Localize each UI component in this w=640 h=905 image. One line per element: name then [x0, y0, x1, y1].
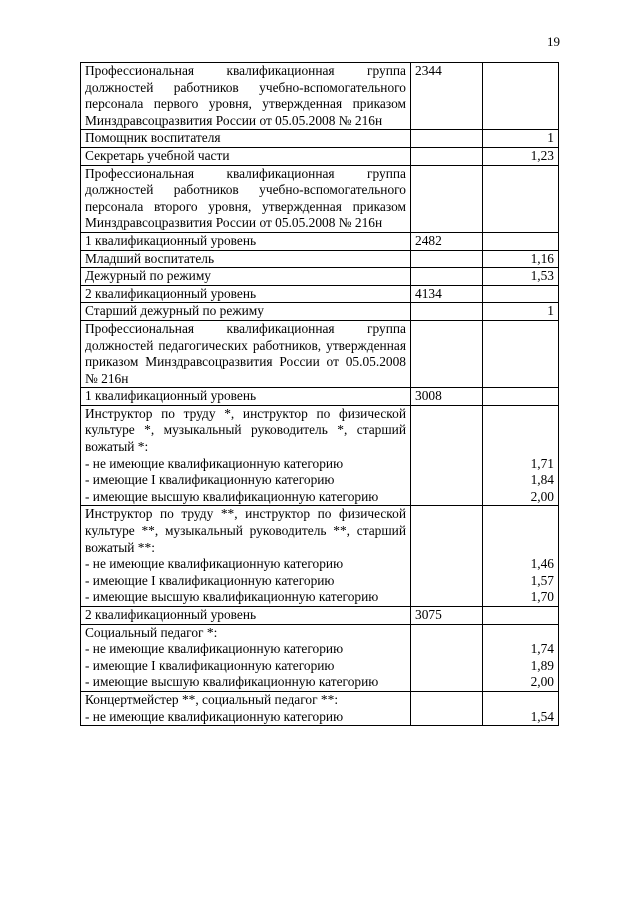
base-salary-cell	[411, 147, 483, 165]
table-row	[81, 268, 559, 286]
coefficient-value: 1	[547, 130, 554, 146]
coefficient-value: 1	[547, 303, 554, 319]
position-description-cell	[81, 63, 411, 130]
position-description-cell	[81, 405, 411, 506]
position-description: Профессиональная квалификационная группа должностей педагогических работников, утвержденная приказом Минздравсоцразвития России от 05.05.2008 № 216н	[85, 320, 406, 386]
position-description: Инструктор по труду *, инструктор по физической культуре *, музыкальный руководитель *, старший вожатый *:	[85, 405, 406, 455]
coefficient-value: 1,74	[530, 641, 554, 657]
table-row	[81, 165, 559, 232]
position-description-cell	[81, 130, 411, 148]
base-salary-cell	[411, 624, 483, 691]
position-description-cell	[81, 250, 411, 268]
position-description-cell	[81, 232, 411, 250]
coefficient-value: 1,57	[530, 572, 554, 588]
coefficient-cell	[483, 268, 559, 286]
position-description: 2 квалификационный уровень	[85, 607, 257, 622]
position-description-cell	[81, 268, 411, 286]
coefficient-cell	[483, 303, 559, 321]
coefficient-value: 1,71	[530, 455, 554, 471]
position-description: Дежурный по режиму	[85, 268, 211, 284]
coefficient-cell	[483, 250, 559, 268]
base-salary-cell	[411, 320, 483, 387]
position-description-cell	[81, 506, 411, 607]
coefficient-cell	[483, 320, 559, 387]
table-row	[81, 320, 559, 387]
position-description: Концертмейстер **, социальный педагог **:	[85, 691, 339, 707]
category-item: - не имеющие квалификационную категорию	[85, 641, 344, 657]
table-row	[81, 285, 559, 303]
table-row	[81, 147, 559, 165]
coefficient-cell	[483, 147, 559, 165]
category-item: - имеющие I квалификационную категорию	[85, 472, 335, 488]
table-row	[81, 303, 559, 321]
position-description: Профессиональная квалификационная группа должностей работников учебно-вспомогательного персонала первого уровня, утвержденная приказом Минздравсоцразвития России от 05.05.2008 № 216н	[85, 63, 406, 128]
base-salary-cell	[411, 268, 483, 286]
coefficient-value: 1,70	[530, 589, 554, 605]
table-row	[81, 232, 559, 250]
position-description-cell	[81, 388, 411, 406]
coefficient-cell	[483, 691, 559, 725]
position-description-cell	[81, 303, 411, 321]
coefficient-value: 1,16	[530, 250, 554, 266]
coefficient-cell	[483, 63, 559, 130]
coefficient-value: 1,23	[530, 147, 554, 163]
coefficient-value: 2,00	[530, 674, 554, 690]
position-description-cell	[81, 607, 411, 625]
table-row	[81, 388, 559, 406]
category-item: - имеющие I квалификационную категорию	[85, 657, 335, 673]
base-salary-cell	[411, 130, 483, 148]
position-description: Старший дежурный по режиму	[85, 303, 264, 319]
base-salary-cell: 3075	[411, 607, 483, 625]
table-row	[81, 506, 559, 607]
base-salary-cell: 2344	[411, 63, 483, 130]
base-salary-cell	[411, 405, 483, 506]
category-item: - имеющие высшую квалификационную категорию	[85, 674, 379, 690]
coefficient-cell	[483, 405, 559, 506]
table-row	[81, 63, 559, 130]
coefficient-cell	[483, 232, 559, 250]
position-description: Младший воспитатель	[85, 250, 215, 266]
coefficient-cell	[483, 506, 559, 607]
coefficient-cell	[483, 607, 559, 625]
base-salary-cell	[411, 506, 483, 607]
position-description: Секретарь учебной части	[85, 147, 230, 163]
table-body	[81, 63, 559, 726]
position-description: Помощник воспитателя	[85, 130, 221, 146]
position-description: 1 квалификационный уровень	[85, 388, 257, 404]
base-salary-cell	[411, 250, 483, 268]
coefficient-cell	[483, 130, 559, 148]
position-description: Профессиональная квалификационная группа должностей работников учебно-вспомогательного персонала второго уровня, утвержденная приказом Минздравсоцразвития России от 05.05.2008 № 216н	[85, 165, 406, 231]
position-description: 2 квалификационный уровень	[85, 285, 257, 301]
category-item: - имеющие высшую квалификационную категорию	[85, 488, 379, 504]
base-salary-cell: 2482	[411, 232, 483, 250]
base-salary-cell: 4134	[411, 285, 483, 303]
position-description: Социальный педагог *:	[85, 624, 218, 640]
table-row	[81, 607, 559, 625]
coefficient-value: 1,89	[530, 657, 554, 673]
coefficient-cell	[483, 285, 559, 303]
base-salary-cell: 3008	[411, 388, 483, 406]
salary-table	[80, 62, 559, 726]
page-number: 19	[547, 34, 560, 49]
coefficient-value: 2,00	[530, 488, 554, 504]
table-row	[81, 624, 559, 691]
position-description: 1 квалификационный уровень	[85, 232, 257, 248]
position-description-cell	[81, 165, 411, 232]
table-row	[81, 130, 559, 148]
coefficient-value: 1,53	[530, 268, 554, 284]
category-item: - имеющие высшую квалификационную категорию	[85, 589, 379, 605]
coefficient-value: 1,54	[530, 708, 554, 724]
position-description-cell	[81, 691, 411, 725]
category-item: - имеющие I квалификационную категорию	[85, 572, 335, 588]
coefficient-value: 1,84	[530, 472, 554, 488]
table-row	[81, 250, 559, 268]
coefficient-value: 1,46	[530, 556, 554, 572]
position-description: Инструктор по труду **, инструктор по физической культуре **, музыкальный руководитель **, старший вожатый **:	[85, 506, 406, 555]
table-row	[81, 691, 559, 725]
position-description-cell	[81, 320, 411, 387]
coefficient-cell	[483, 388, 559, 406]
position-description-cell	[81, 147, 411, 165]
category-item: - не имеющие квалификационную категорию	[85, 556, 344, 572]
base-salary-cell	[411, 303, 483, 321]
base-salary-cell	[411, 691, 483, 725]
category-item: - не имеющие квалификационную категорию	[85, 455, 344, 471]
position-description-cell	[81, 624, 411, 691]
category-item: - не имеющие квалификационную категорию	[85, 708, 344, 724]
position-description-cell	[81, 285, 411, 303]
coefficient-cell	[483, 165, 559, 232]
coefficient-cell	[483, 624, 559, 691]
table-row	[81, 405, 559, 506]
base-salary-cell	[411, 165, 483, 232]
